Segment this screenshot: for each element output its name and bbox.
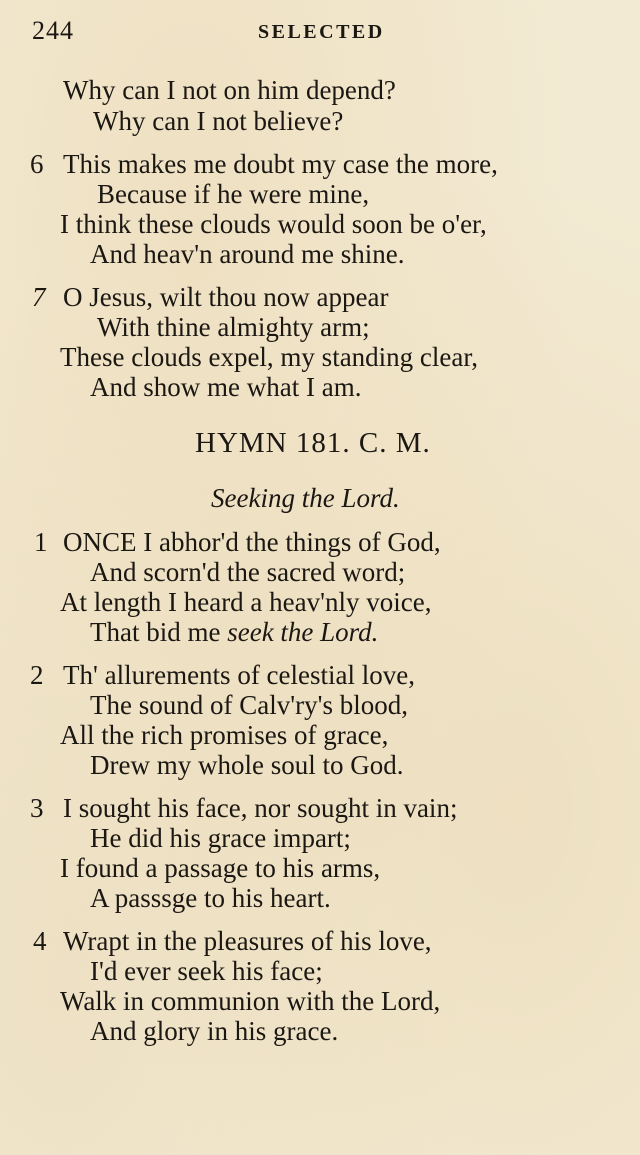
verse-number: 1 [34,527,48,557]
verse-line: Drew my whole soul to God. [90,750,404,780]
verse-line: I'd ever seek his face; [90,956,323,986]
verse-line: And heav'n around me shine. [90,239,405,269]
verse-line: He did his grace impart; [90,823,351,853]
verse-line-with-emphasis [90,617,378,647]
stanza-number: 6 [30,149,44,179]
stanza-number: 7 [32,282,46,312]
hymn-subtitle: Seeking the Lord. [211,483,400,513]
verse-line: Wrapt in the pleasures of his love, [63,926,432,956]
verse-line-text: That bid me [90,617,228,647]
verse-line: Walk in communion with the Lord, [60,986,441,1016]
verse-line: All the rich promises of grace, [60,720,389,750]
verse-line: And scorn'd the sacred word; [90,557,406,587]
emphasis-text: seek the Lord. [227,617,379,647]
verse-number: 3 [30,793,44,823]
verse-number: 4 [33,926,47,956]
verse-line: Because if he were mine, [97,179,370,209]
verse-line: And glory in his grace. [90,1016,339,1046]
verse-line: I sought his face, nor sought in vain; [63,793,458,823]
verse-line: At length I heard a heav'nly voice, [60,587,432,617]
verse-line: Why can I not believe? [93,106,344,136]
verse-number: 2 [30,660,44,690]
verse-line: O Jesus, wilt thou now appear [63,282,389,312]
running-head: SELECTED [258,21,385,43]
verse-line: This makes me doubt my case the more, [63,149,498,179]
verse-line: The sound of Calv'ry's blood, [90,690,408,720]
page-number: 244 [32,16,74,45]
hymn-title: HYMN 181. C. M. [195,427,431,459]
verse-line: These clouds expel, my standing clear, [60,342,479,372]
verse-line: I found a passage to his arms, [60,853,381,883]
verse-line: Th' allurements of celestial love, [63,660,415,690]
verse-line: ONCE I abhor'd the things of God, [63,527,441,557]
verse-line: A passsge to his heart. [90,883,331,913]
verse-line: And show me what I am. [90,372,362,402]
verse-line: Why can I not on him depend? [63,75,396,105]
verse-line: I think these clouds would soon be o'er, [60,209,487,239]
verse-line: With thine almighty arm; [97,312,370,342]
